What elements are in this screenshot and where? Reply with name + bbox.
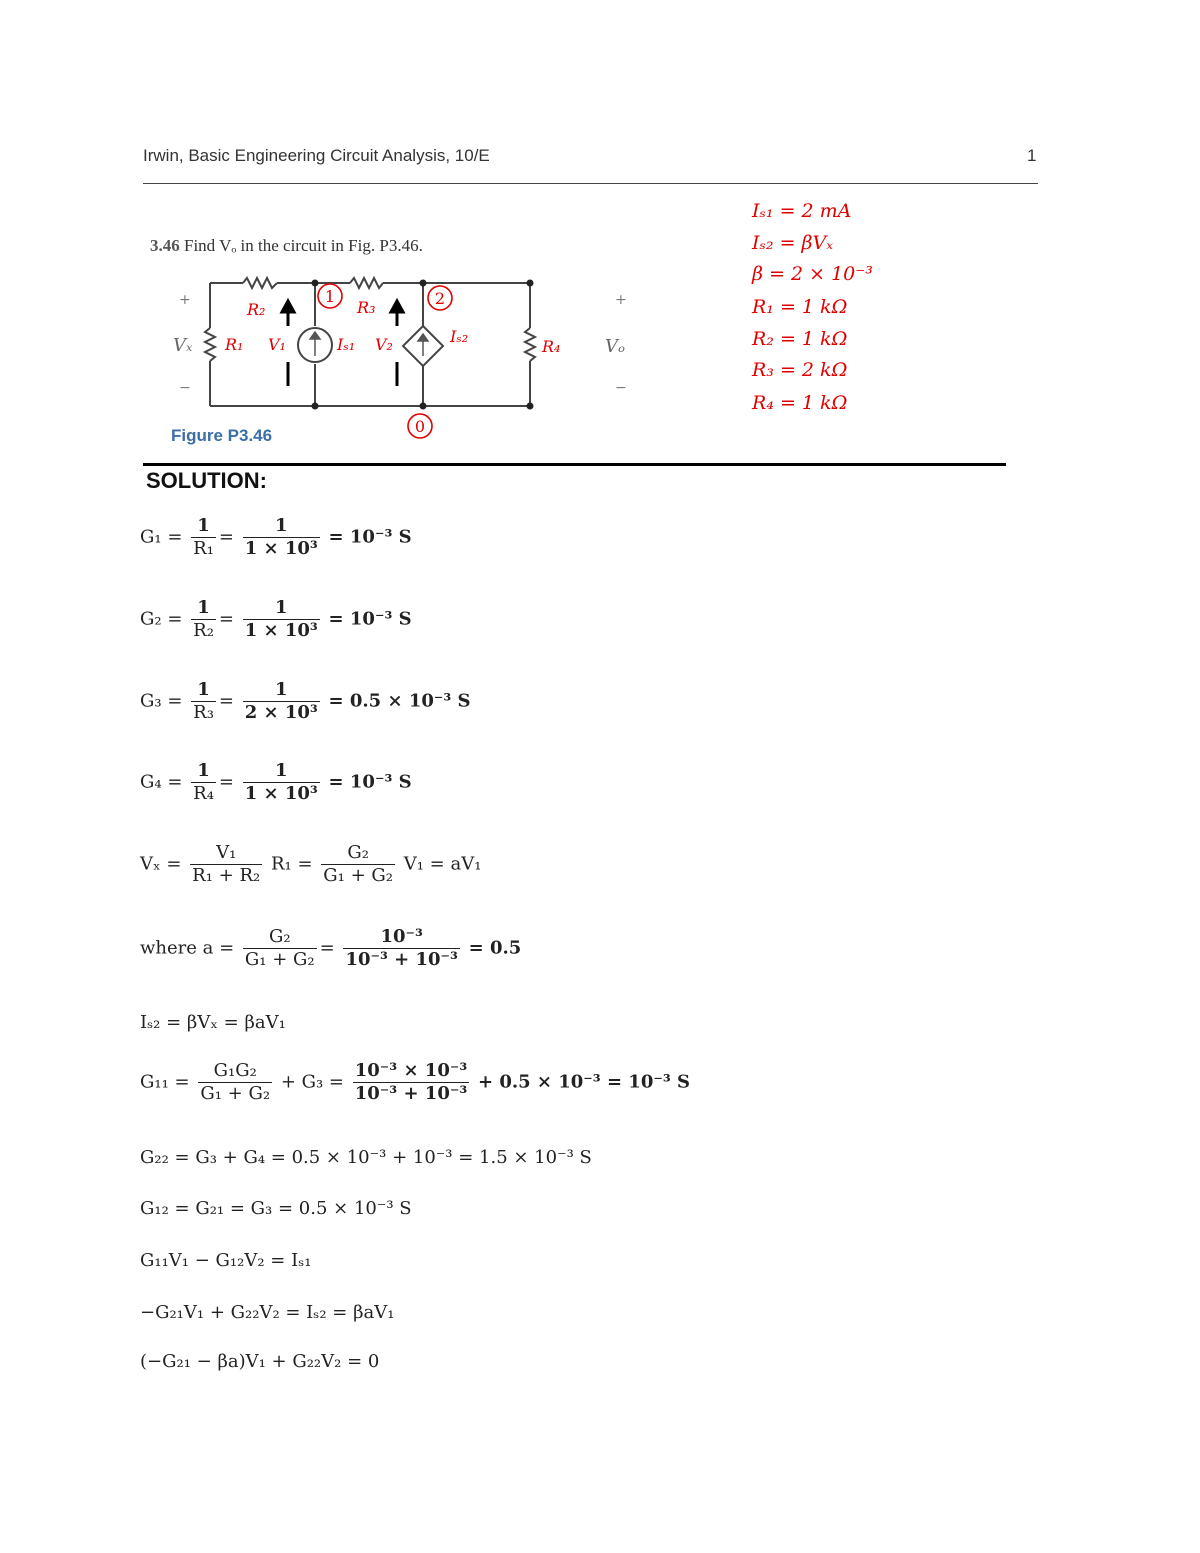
equation-g1: G₁ = $\frac{1}{\text{R₁}}$ = $\frac{1}{\text{1 × 10³}}$ = 10⁻³ S bbox=[140, 515, 412, 559]
given-r2: R₂ = 1 kΩ bbox=[752, 328, 848, 350]
label-vo: Vₒ bbox=[605, 336, 625, 357]
given-beta: β = 2 × 10⁻³ bbox=[752, 263, 873, 285]
resistor-r2 bbox=[243, 278, 277, 288]
given-r4: R₄ = 1 kΩ bbox=[752, 392, 848, 414]
node-1-label: 1 bbox=[324, 287, 336, 306]
equation-g4: G₄ = $\frac{1}{\text{R₄}}$ = $\frac{1}{\text{1 × 10³}}$ = 10⁻³ S bbox=[140, 760, 412, 804]
problem-statement bbox=[150, 236, 423, 256]
equation-g22: G₂₂ = G₃ + G₄ = 0.5 × 10⁻³ + 10⁻³ = 1.5 × 10⁻³ S bbox=[140, 1147, 592, 1168]
equation-g3: G₃ = $\frac{1}{\text{R₃}}$ = $\frac{1}{\text{2 × 10³}}$ = 0.5 × 10⁻³ S bbox=[140, 679, 471, 723]
vo-minus: − bbox=[615, 380, 627, 396]
label-r3: R₃ bbox=[357, 298, 376, 317]
label-vx: Vₓ bbox=[173, 335, 193, 356]
label-r1: R₁ bbox=[225, 335, 244, 354]
problem-text: Find Vₒ in the circuit in Fig. P3.46. bbox=[184, 236, 423, 255]
equation-g11: G₁₁ = $\frac{\text{G₁G₂}}{\text{G₁ + G₂}}$ + G₃ = $\frac{\text{10⁻³ × 10⁻³}}{\text{10⁻³ + 10⁻³}}$ + 0.5 × 10⁻³ = 10⁻³ S bbox=[140, 1060, 690, 1104]
equation-is2: Iₛ₂ = βVₓ = βaV₁ bbox=[140, 1012, 286, 1033]
vx-plus: + bbox=[179, 292, 191, 308]
solution-heading: SOLUTION: bbox=[146, 468, 267, 493]
equation-kcl-node1: G₁₁V₁ − G₁₂V₂ = Iₛ₁ bbox=[140, 1250, 312, 1271]
equation-vx: Vₓ = $\frac{\text{V₁}}{\text{R₁ + R₂}}$ R₁ = $\frac{\text{G₂}}{\text{G₁ + G₂}}$ V₁ = aV₁ bbox=[140, 842, 482, 886]
header-rule bbox=[143, 183, 1038, 184]
circuit-diagram bbox=[165, 268, 645, 443]
label-r4: R₄ bbox=[542, 337, 561, 356]
equation-a: where a = $\frac{\text{G₂}}{\text{G₁ + G₂}}$ = $\frac{\text{10⁻³}}{\text{10⁻³ + 10⁻³}}$ = 0.5 bbox=[140, 926, 522, 970]
vx-minus: − bbox=[179, 380, 191, 396]
node-2-label: 2 bbox=[434, 289, 446, 308]
figure-caption: Figure P3.46 bbox=[171, 426, 273, 445]
resistor-r3 bbox=[350, 278, 383, 288]
equation-kcl-node2: −G₂₁V₁ + G₂₂V₂ = Iₛ₂ = βaV₁ bbox=[140, 1302, 395, 1323]
node-0-label: 0 bbox=[414, 417, 426, 436]
problem-number: 3.46 bbox=[150, 236, 180, 255]
resistor-r4 bbox=[525, 328, 535, 361]
solution-rule bbox=[143, 463, 1006, 466]
resistor-r1 bbox=[205, 328, 215, 361]
given-r3: R₃ = 2 kΩ bbox=[752, 359, 848, 381]
label-is2: Iₛ₂ bbox=[450, 327, 469, 346]
equation-kcl-rearranged: (−G₂₁ − βa)V₁ + G₂₂V₂ = 0 bbox=[140, 1351, 380, 1372]
equation-g2: G₂ = $\frac{1}{\text{R₂}}$ = $\frac{1}{\text{1 × 10³}}$ = 10⁻³ S bbox=[140, 597, 412, 641]
document-header: Irwin, Basic Engineering Circuit Analysis, 10/E bbox=[143, 146, 490, 165]
vo-plus: + bbox=[615, 292, 627, 308]
given-r1: R₁ = 1 kΩ bbox=[752, 296, 848, 318]
given-is2: Iₛ₂ = βVₓ bbox=[752, 232, 833, 254]
label-v1: V₁ bbox=[268, 335, 286, 354]
label-v2: V₂ bbox=[375, 335, 393, 354]
page-number: 1 bbox=[1027, 146, 1037, 165]
given-is1: Iₛ₁ = 2 mA bbox=[752, 200, 852, 222]
label-is1: Iₛ₁ bbox=[337, 335, 356, 354]
equation-g12: G₁₂ = G₂₁ = G₃ = 0.5 × 10⁻³ S bbox=[140, 1198, 412, 1219]
label-r2: R₂ bbox=[247, 300, 266, 319]
